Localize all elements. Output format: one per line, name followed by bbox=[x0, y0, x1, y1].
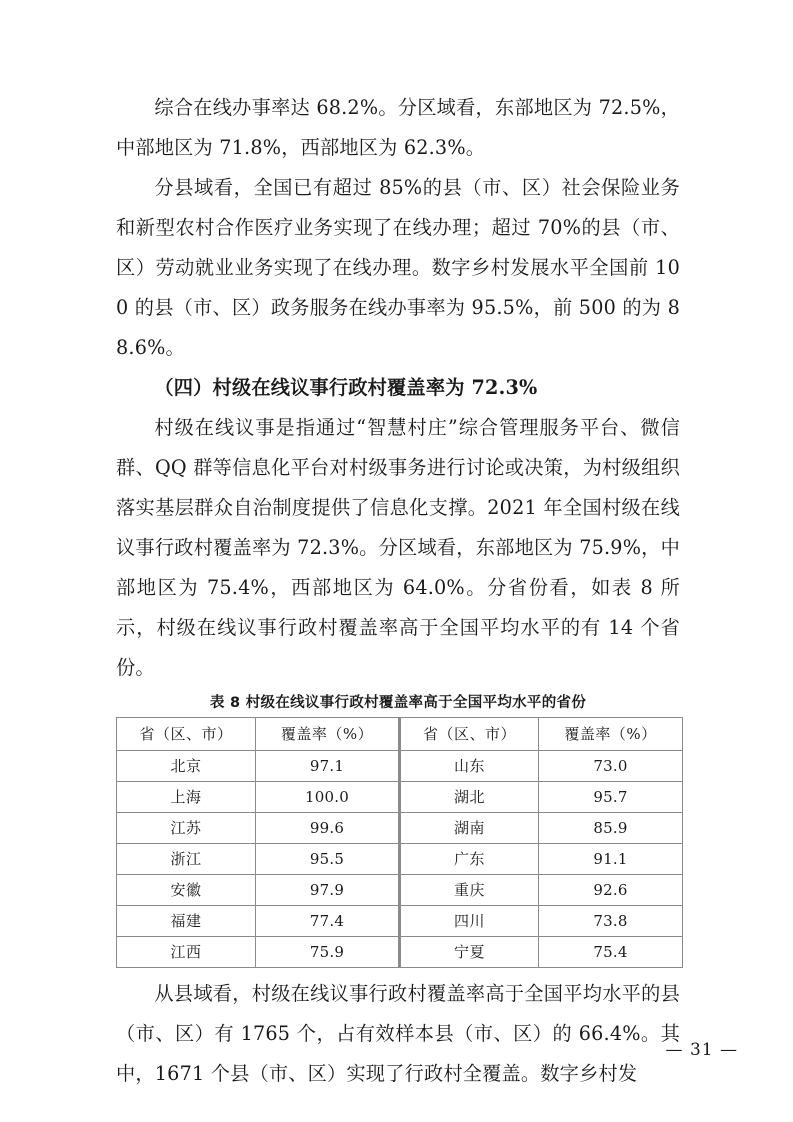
cell-province-left: 江苏 bbox=[117, 813, 256, 844]
cell-rate-left: 97.9 bbox=[256, 875, 400, 906]
cell-rate-right: 73.8 bbox=[539, 906, 683, 937]
cell-province-right: 四川 bbox=[400, 906, 539, 937]
table-header-row bbox=[117, 718, 683, 751]
table-row bbox=[117, 782, 683, 813]
cell-rate-left: 95.5 bbox=[256, 844, 400, 875]
table-row bbox=[117, 906, 683, 937]
cell-province-right: 湖南 bbox=[400, 813, 539, 844]
cell-province-right: 湖北 bbox=[400, 782, 539, 813]
table-row bbox=[117, 844, 683, 875]
table-row bbox=[117, 937, 683, 968]
cell-province-right: 山东 bbox=[400, 751, 539, 782]
cell-rate-right: 91.1 bbox=[539, 844, 683, 875]
table-header-rate-left: 覆盖率（%） bbox=[256, 718, 400, 751]
cell-province-right: 重庆 bbox=[400, 875, 539, 906]
cell-province-left: 北京 bbox=[117, 751, 256, 782]
table-coverage-by-province bbox=[116, 717, 683, 968]
cell-rate-right: 85.9 bbox=[539, 813, 683, 844]
cell-province-left: 上海 bbox=[117, 782, 256, 813]
paragraph-county-coverage-summary: 从县域看，村级在线议事行政村覆盖率高于全国平均水平的县（市、区）有 1765 个，占有效样本县（市、区）的 66.4%。其中，1671 个县（市、区）实现了行政村全覆盖。数字乡村发 bbox=[116, 982, 680, 1085]
page-content bbox=[116, 88, 680, 1094]
table-row bbox=[117, 751, 683, 782]
cell-rate-left: 75.9 bbox=[256, 937, 400, 968]
table-row bbox=[117, 813, 683, 844]
cell-rate-right: 75.4 bbox=[539, 937, 683, 968]
table-row bbox=[117, 875, 683, 906]
cell-province-left: 浙江 bbox=[117, 844, 256, 875]
paragraph-village-online-discussion-definition: 村级在线议事是指通过“智慧村庄”综合管理服务平台、微信群、QQ 群等信息化平台对村级事务进行讨论或决策，为村级组织落实基层群众自治制度提供了信息化支撑。2021 年全国村级在线议事行政村覆盖率为 72.3%。分区域看，东部地区为 75.9%，中部地区为 75.4%，西部地区为 64.0%。分省份看，如表 8 所示，村级在线议事行政村覆盖率高于全国平均水平的有 14 个省份。 bbox=[116, 416, 680, 679]
section-heading-village-online-discussion: （四）村级在线议事行政村覆盖率为 72.3% bbox=[154, 376, 538, 399]
cell-rate-left: 97.1 bbox=[256, 751, 400, 782]
table-header-province-left: 省（区、市） bbox=[117, 718, 256, 751]
paragraph-county-level-stats: 分县域看，全国已有超过 85%的县（市、区）社会保险业务和新型农村合作医疗业务实现了在线办理；超过 70%的县（市、区）劳动就业业务实现了在线办理。数字乡村发展水平全国前 100 的县（市、区）政务服务在线办事率为 95.5%，前 500 的为 88.6%。 bbox=[116, 176, 680, 359]
cell-rate-left: 99.6 bbox=[256, 813, 400, 844]
table-header-province-right: 省（区、市） bbox=[400, 718, 539, 751]
page-number: — 31 — bbox=[665, 1040, 738, 1060]
table-8-block bbox=[116, 692, 680, 968]
cell-province-left: 江西 bbox=[117, 937, 256, 968]
cell-rate-right: 95.7 bbox=[539, 782, 683, 813]
cell-province-left: 安徽 bbox=[117, 875, 256, 906]
cell-rate-right: 92.6 bbox=[539, 875, 683, 906]
cell-province-right: 广东 bbox=[400, 844, 539, 875]
table-header-rate-right: 覆盖率（%） bbox=[539, 718, 683, 751]
paragraph-online-service-rate: 综合在线办事率达 68.2%。分区域看，东部地区为 72.5%，中部地区为 71.8%，西部地区为 62.3%。 bbox=[116, 96, 680, 159]
cell-province-right: 宁夏 bbox=[400, 937, 539, 968]
cell-rate-left: 77.4 bbox=[256, 906, 400, 937]
table-caption: 表 8 村级在线议事行政村覆盖率高于全国平均水平的省份 bbox=[209, 695, 587, 711]
cell-province-left: 福建 bbox=[117, 906, 256, 937]
cell-rate-right: 73.0 bbox=[539, 751, 683, 782]
cell-rate-left: 100.0 bbox=[256, 782, 400, 813]
